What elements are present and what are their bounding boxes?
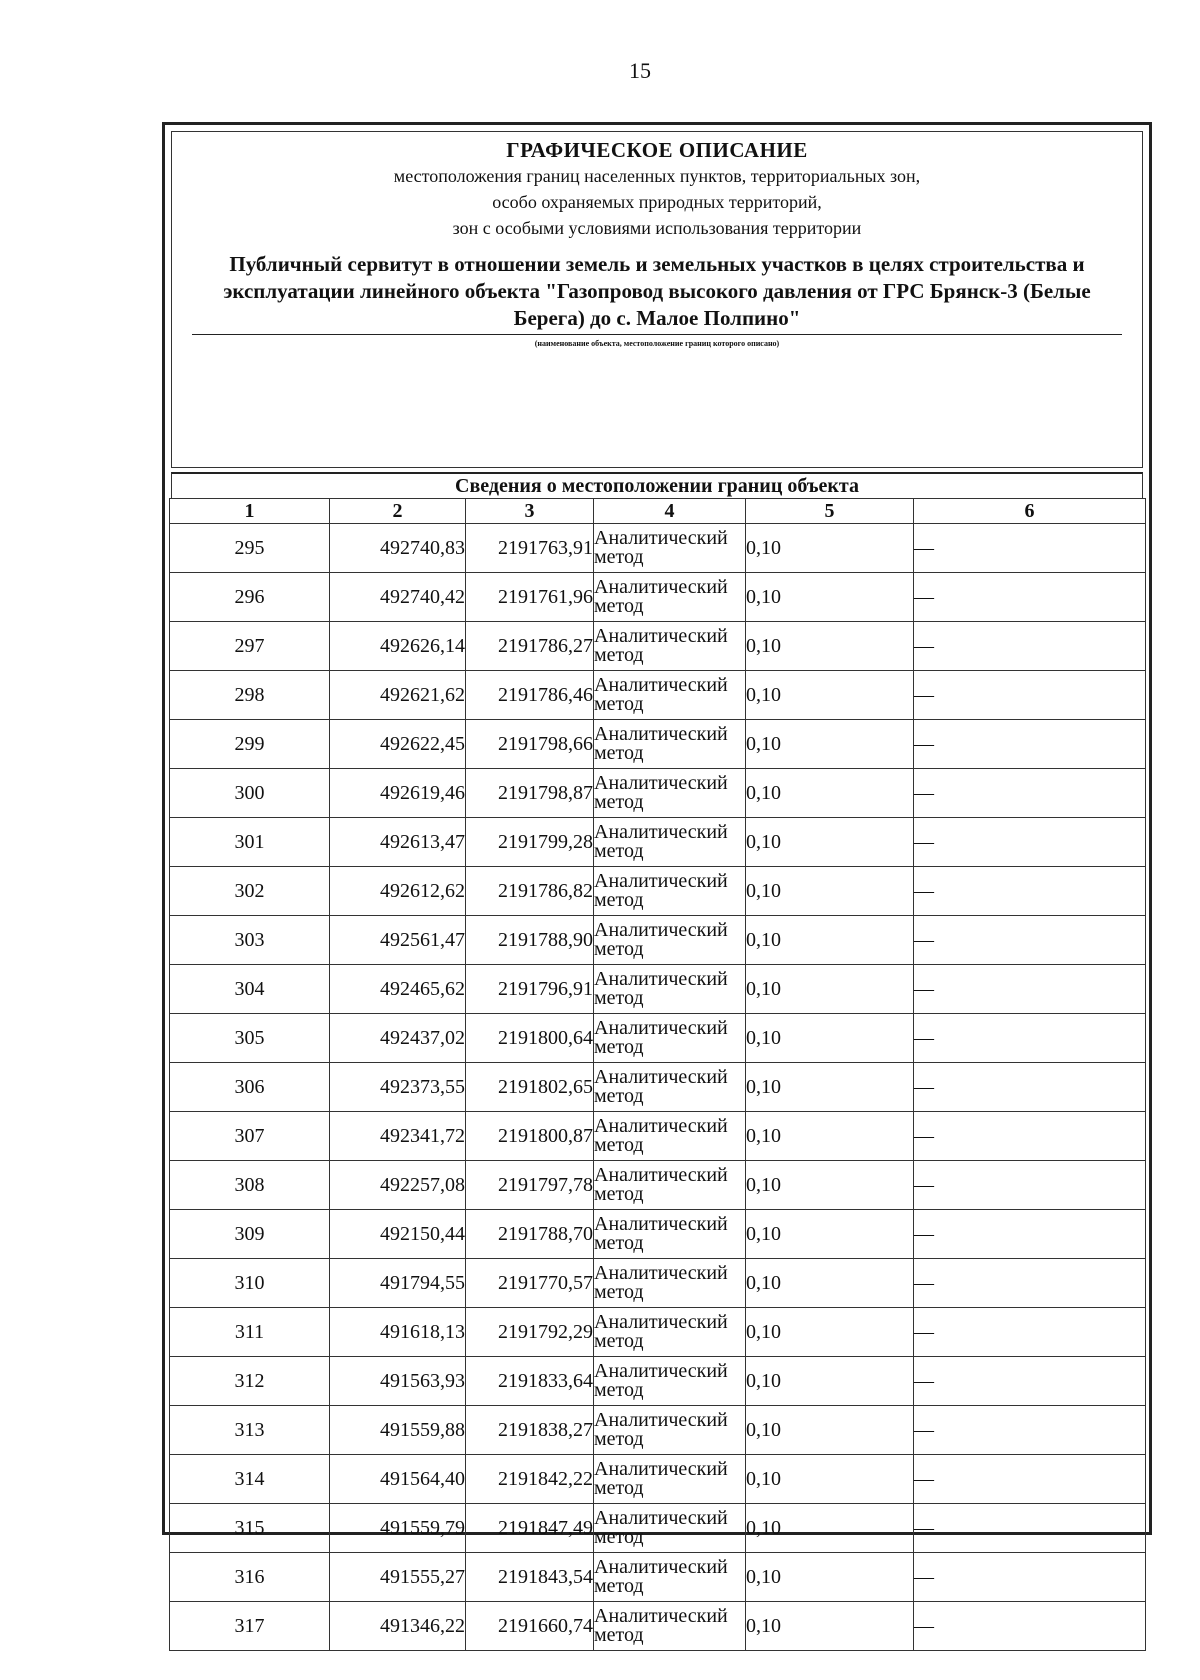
method-cell: Аналитический метод xyxy=(594,965,746,1014)
y-coordinate-cell: 2191796,91 xyxy=(466,965,594,1014)
table-row xyxy=(170,769,1146,818)
method-cell: Аналитический метод xyxy=(594,1553,746,1602)
table-body xyxy=(170,524,1146,1651)
description-cell: — xyxy=(914,622,1146,671)
y-coordinate-cell: 2191798,87 xyxy=(466,769,594,818)
x-coordinate-cell: 491559,79 xyxy=(330,1504,466,1553)
table-row xyxy=(170,1112,1146,1161)
table-row xyxy=(170,1308,1146,1357)
y-coordinate-cell: 2191792,29 xyxy=(466,1308,594,1357)
method-cell: Аналитический метод xyxy=(594,1259,746,1308)
description-cell: — xyxy=(914,867,1146,916)
method-cell: Аналитический метод xyxy=(594,1063,746,1112)
accuracy-cell: 0,10 xyxy=(746,1504,914,1553)
coordinates-table xyxy=(169,498,1146,1651)
y-coordinate-cell: 2191763,91 xyxy=(466,524,594,573)
y-coordinate-cell: 2191833,64 xyxy=(466,1357,594,1406)
description-cell: — xyxy=(914,818,1146,867)
description-cell: — xyxy=(914,1063,1146,1112)
description-cell: — xyxy=(914,769,1146,818)
description-cell: — xyxy=(914,916,1146,965)
point-number-cell: 316 xyxy=(170,1553,330,1602)
x-coordinate-cell: 492740,83 xyxy=(330,524,466,573)
y-coordinate-cell: 2191770,57 xyxy=(466,1259,594,1308)
method-cell: Аналитический метод xyxy=(594,1357,746,1406)
table-row xyxy=(170,1553,1146,1602)
method-cell: Аналитический метод xyxy=(594,573,746,622)
column-header-1: 1 xyxy=(170,499,330,524)
accuracy-cell: 0,10 xyxy=(746,1455,914,1504)
x-coordinate-cell: 492373,55 xyxy=(330,1063,466,1112)
x-coordinate-cell: 491563,93 xyxy=(330,1357,466,1406)
accuracy-cell: 0,10 xyxy=(746,720,914,769)
x-coordinate-cell: 492257,08 xyxy=(330,1161,466,1210)
method-cell: Аналитический метод xyxy=(594,1161,746,1210)
point-number-cell: 296 xyxy=(170,573,330,622)
description-cell: — xyxy=(914,1210,1146,1259)
description-cell: — xyxy=(914,1455,1146,1504)
x-coordinate-cell: 492740,42 xyxy=(330,573,466,622)
object-name-caption: (наименование объекта, местоположение границ которого описано) xyxy=(534,339,780,348)
description-cell: — xyxy=(914,524,1146,573)
description-cell: — xyxy=(914,1602,1146,1651)
table-row xyxy=(170,1014,1146,1063)
x-coordinate-cell: 491618,13 xyxy=(330,1308,466,1357)
point-number-cell: 311 xyxy=(170,1308,330,1357)
x-coordinate-cell: 492465,62 xyxy=(330,965,466,1014)
accuracy-cell: 0,10 xyxy=(746,1161,914,1210)
accuracy-cell: 0,10 xyxy=(746,1210,914,1259)
point-number-cell: 315 xyxy=(170,1504,330,1553)
method-cell: Аналитический метод xyxy=(594,769,746,818)
column-header-6: 6 xyxy=(914,499,1146,524)
table-row xyxy=(170,1161,1146,1210)
x-coordinate-cell: 492612,62 xyxy=(330,867,466,916)
accuracy-cell: 0,10 xyxy=(746,769,914,818)
description-cell: — xyxy=(914,965,1146,1014)
point-number-cell: 303 xyxy=(170,916,330,965)
method-cell: Аналитический метод xyxy=(594,1455,746,1504)
table-row xyxy=(170,671,1146,720)
y-coordinate-cell: 2191788,90 xyxy=(466,916,594,965)
accuracy-cell: 0,10 xyxy=(746,818,914,867)
x-coordinate-cell: 492621,62 xyxy=(330,671,466,720)
accuracy-cell: 0,10 xyxy=(746,622,914,671)
x-coordinate-cell: 491564,40 xyxy=(330,1455,466,1504)
point-number-cell: 313 xyxy=(170,1406,330,1455)
point-number-cell: 306 xyxy=(170,1063,330,1112)
description-cell: — xyxy=(914,1112,1146,1161)
point-number-cell: 302 xyxy=(170,867,330,916)
column-header-5: 5 xyxy=(746,499,914,524)
x-coordinate-cell: 491559,88 xyxy=(330,1406,466,1455)
method-cell: Аналитический метод xyxy=(594,916,746,965)
y-coordinate-cell: 2191802,65 xyxy=(466,1063,594,1112)
description-cell: — xyxy=(914,1504,1146,1553)
accuracy-cell: 0,10 xyxy=(746,1308,914,1357)
column-header-4: 4 xyxy=(594,499,746,524)
description-cell: — xyxy=(914,1014,1146,1063)
y-coordinate-cell: 2191838,27 xyxy=(466,1406,594,1455)
point-number-cell: 308 xyxy=(170,1161,330,1210)
description-cell: — xyxy=(914,1553,1146,1602)
accuracy-cell: 0,10 xyxy=(746,524,914,573)
point-number-cell: 312 xyxy=(170,1357,330,1406)
accuracy-cell: 0,10 xyxy=(746,671,914,720)
accuracy-cell: 0,10 xyxy=(746,1014,914,1063)
x-coordinate-cell: 492341,72 xyxy=(330,1112,466,1161)
column-header-3: 3 xyxy=(466,499,594,524)
y-coordinate-cell: 2191788,70 xyxy=(466,1210,594,1259)
column-header-2: 2 xyxy=(330,499,466,524)
accuracy-cell: 0,10 xyxy=(746,1063,914,1112)
x-coordinate-cell: 492613,47 xyxy=(330,818,466,867)
point-number-cell: 307 xyxy=(170,1112,330,1161)
description-cell: — xyxy=(914,671,1146,720)
accuracy-cell: 0,10 xyxy=(746,965,914,1014)
accuracy-cell: 0,10 xyxy=(746,1553,914,1602)
description-cell: — xyxy=(914,1357,1146,1406)
y-coordinate-cell: 2191786,27 xyxy=(466,622,594,671)
accuracy-cell: 0,10 xyxy=(746,1602,914,1651)
y-coordinate-cell: 2191761,96 xyxy=(466,573,594,622)
y-coordinate-cell: 2191842,22 xyxy=(466,1455,594,1504)
table-row xyxy=(170,524,1146,573)
description-cell: — xyxy=(914,1308,1146,1357)
x-coordinate-cell: 492622,45 xyxy=(330,720,466,769)
y-coordinate-cell: 2191798,66 xyxy=(466,720,594,769)
table-row xyxy=(170,867,1146,916)
method-cell: Аналитический метод xyxy=(594,1504,746,1553)
description-cell: — xyxy=(914,1406,1146,1455)
y-coordinate-cell: 2191800,64 xyxy=(466,1014,594,1063)
point-number-cell: 305 xyxy=(170,1014,330,1063)
method-cell: Аналитический метод xyxy=(594,720,746,769)
description-cell: — xyxy=(914,1259,1146,1308)
table-header-row xyxy=(170,499,1146,524)
method-cell: Аналитический метод xyxy=(594,1112,746,1161)
accuracy-cell: 0,10 xyxy=(746,1357,914,1406)
point-number-cell: 310 xyxy=(170,1259,330,1308)
point-number-cell: 297 xyxy=(170,622,330,671)
description-cell: — xyxy=(914,1161,1146,1210)
accuracy-cell: 0,10 xyxy=(746,1112,914,1161)
table-row xyxy=(170,916,1146,965)
accuracy-cell: 0,10 xyxy=(746,1406,914,1455)
table-row xyxy=(170,1406,1146,1455)
table-row xyxy=(170,720,1146,769)
subtitle-line-1: местоположения границ населенных пунктов, территориальных зон, xyxy=(393,166,921,186)
method-cell: Аналитический метод xyxy=(594,867,746,916)
point-number-cell: 317 xyxy=(170,1602,330,1651)
accuracy-cell: 0,10 xyxy=(746,1259,914,1308)
method-cell: Аналитический метод xyxy=(594,524,746,573)
table-row xyxy=(170,1602,1146,1651)
subtitle-line-3: зон с особыми условиями использования территории xyxy=(452,218,862,238)
point-number-cell: 300 xyxy=(170,769,330,818)
x-coordinate-cell: 492626,14 xyxy=(330,622,466,671)
point-number-cell: 298 xyxy=(170,671,330,720)
section-title: Сведения о местоположении границ объекта xyxy=(171,472,1143,499)
table-row xyxy=(170,1063,1146,1112)
point-number-cell: 309 xyxy=(170,1210,330,1259)
graphic-description-sheet xyxy=(162,122,1152,1646)
y-coordinate-cell: 2191800,87 xyxy=(466,1112,594,1161)
accuracy-cell: 0,10 xyxy=(746,916,914,965)
accuracy-cell: 0,10 xyxy=(746,573,914,622)
x-coordinate-cell: 492150,44 xyxy=(330,1210,466,1259)
y-coordinate-cell: 2191799,28 xyxy=(466,818,594,867)
y-coordinate-cell: 2191660,74 xyxy=(466,1602,594,1651)
table-row xyxy=(170,1504,1146,1553)
x-coordinate-cell: 491555,27 xyxy=(330,1553,466,1602)
method-cell: Аналитический метод xyxy=(594,1602,746,1651)
table-row xyxy=(170,818,1146,867)
point-number-cell: 304 xyxy=(170,965,330,1014)
table-row xyxy=(170,622,1146,671)
method-cell: Аналитический метод xyxy=(594,1014,746,1063)
subtitle-line-2: особо охраняемых природных территорий, xyxy=(492,192,822,212)
x-coordinate-cell: 491794,55 xyxy=(330,1259,466,1308)
y-coordinate-cell: 2191786,82 xyxy=(466,867,594,916)
table-row xyxy=(170,1259,1146,1308)
method-cell: Аналитический метод xyxy=(594,622,746,671)
description-cell: — xyxy=(914,573,1146,622)
point-number-cell: 295 xyxy=(170,524,330,573)
document-header xyxy=(171,131,1143,468)
accuracy-cell: 0,10 xyxy=(746,867,914,916)
document-title: ГРАФИЧЕСКОЕ ОПИСАНИЕ xyxy=(506,138,808,162)
table-row xyxy=(170,573,1146,622)
method-cell: Аналитический метод xyxy=(594,1308,746,1357)
method-cell: Аналитический метод xyxy=(594,1210,746,1259)
y-coordinate-cell: 2191843,54 xyxy=(466,1553,594,1602)
y-coordinate-cell: 2191797,78 xyxy=(466,1161,594,1210)
x-coordinate-cell: 492561,47 xyxy=(330,916,466,965)
object-name-underline xyxy=(192,334,1122,335)
table-row xyxy=(170,1357,1146,1406)
table-row xyxy=(170,1210,1146,1259)
point-number-cell: 301 xyxy=(170,818,330,867)
y-coordinate-cell: 2191786,46 xyxy=(466,671,594,720)
point-number-cell: 314 xyxy=(170,1455,330,1504)
x-coordinate-cell: 491346,22 xyxy=(330,1602,466,1651)
object-name: Публичный сервитут в отношении земель и земельных участков в целях строительства и эксплуатации линейного объекта "Газопровод высокого давления от ГРС Брянск-3 (Белые Берега) до с. Малое Полпино" xyxy=(223,252,1091,330)
x-coordinate-cell: 492619,46 xyxy=(330,769,466,818)
description-cell: — xyxy=(914,720,1146,769)
y-coordinate-cell: 2191847,49 xyxy=(466,1504,594,1553)
x-coordinate-cell: 492437,02 xyxy=(330,1014,466,1063)
method-cell: Аналитический метод xyxy=(594,1406,746,1455)
method-cell: Аналитический метод xyxy=(594,818,746,867)
table-row xyxy=(170,1455,1146,1504)
method-cell: Аналитический метод xyxy=(594,671,746,720)
table-row xyxy=(170,965,1146,1014)
page-number: 15 xyxy=(629,58,651,83)
point-number-cell: 299 xyxy=(170,720,330,769)
